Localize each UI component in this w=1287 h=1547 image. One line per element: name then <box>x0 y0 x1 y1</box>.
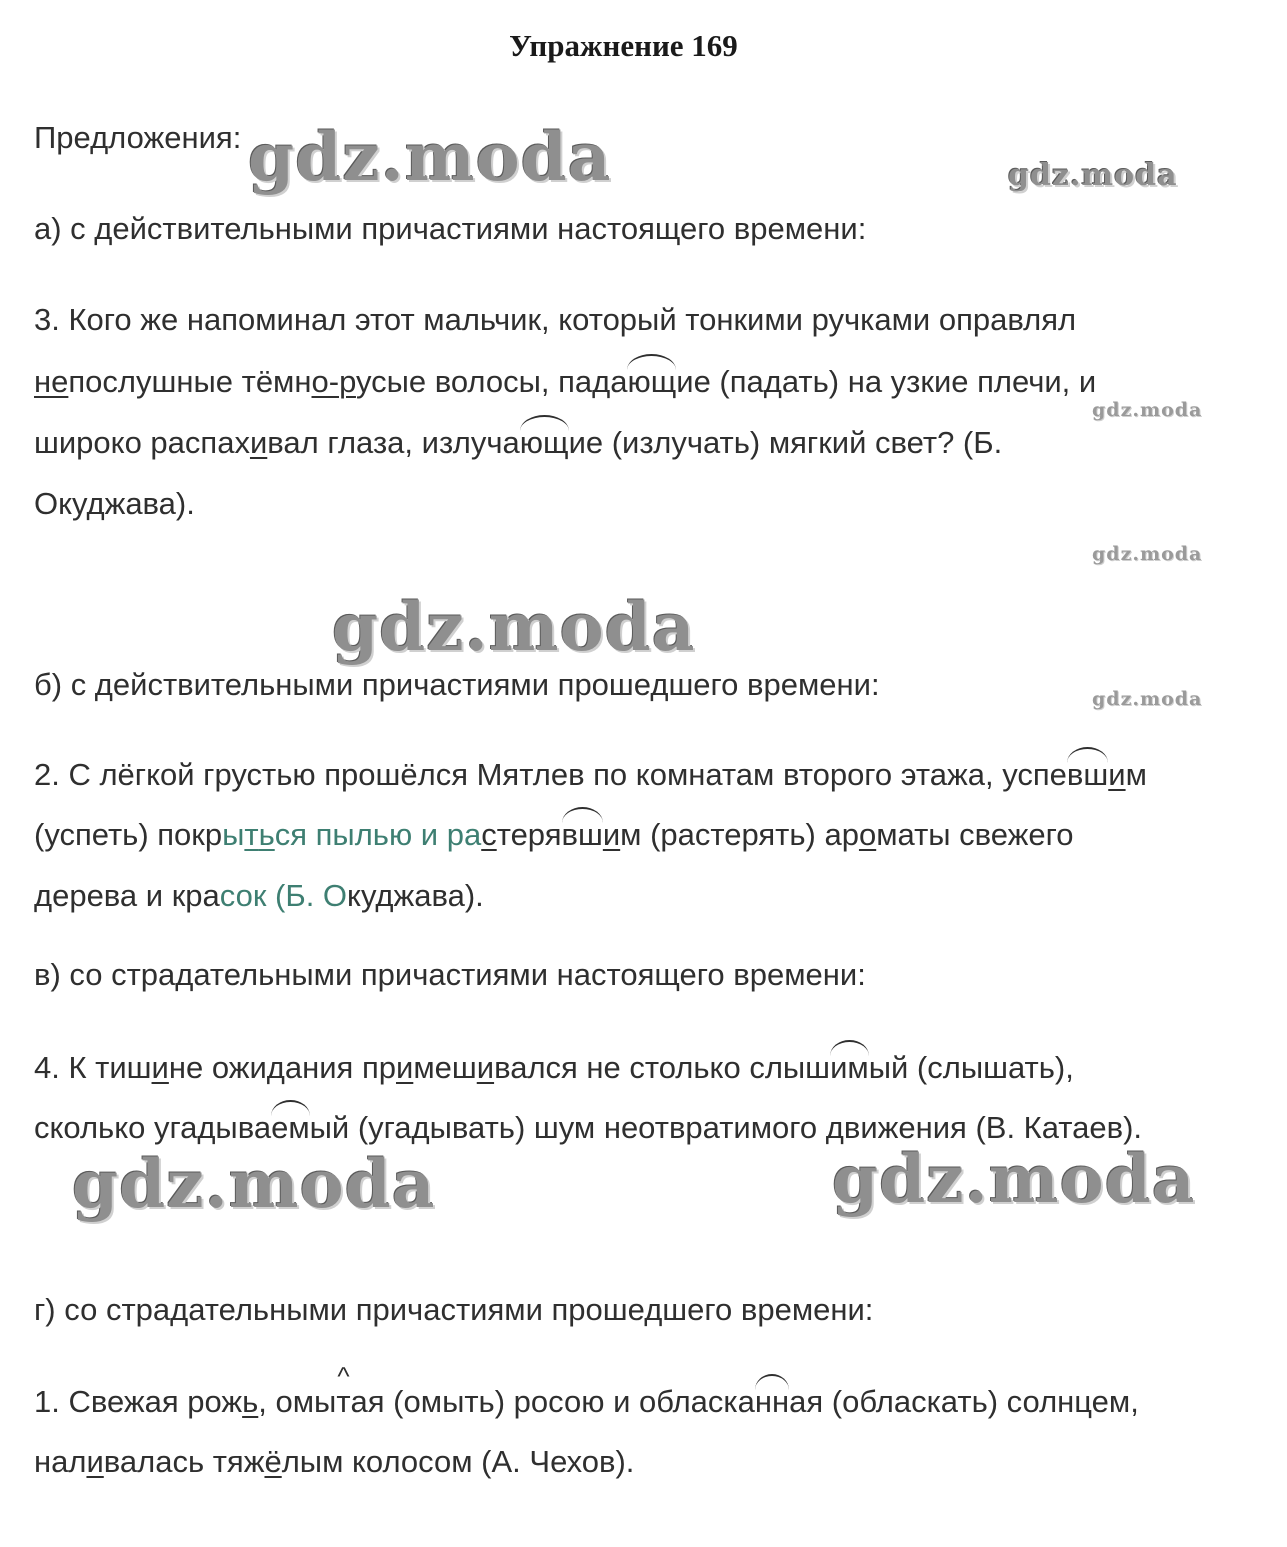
watermark-logo: gdz.moda <box>72 1145 436 1223</box>
watermark-logo: gdz.moda <box>248 118 612 196</box>
sentence-2-line-3: дерева и красок (Б. Окуджава). <box>34 878 484 913</box>
sentence-2-line-2: (успеть) покрыться пылью и растерявшим (растерять) ароматы свежего <box>34 815 1074 855</box>
sentence-4-line-1: 4. К тишине ожидания примешивался не столько слышимый (слышать), <box>34 1048 1074 1088</box>
watermark-logo: gdz.moda <box>1008 158 1178 193</box>
sentence-3-line-3: широко распахивал глаза, излучающие (излучать) мягкий свет? (Б. <box>34 423 1002 463</box>
sentence-1-line-2: наливалась тяжёлым колосом (А. Чехов). <box>34 1444 635 1479</box>
sentence-2-line-1: 2. С лёгкой грустью прошёлся Мятлев по комнатам второго этажа, успевшим <box>34 755 1147 795</box>
sentence-1-line-1: 1. Свежая рожь, омы^ тая (омыть) росою и обласканная (обласкать) солнцем, <box>34 1382 1139 1422</box>
sentence-3-line-4: Окуджава). <box>34 486 195 521</box>
section-a-heading: а) с действительными причастиями настоящего времени: <box>34 211 867 246</box>
section-d-heading: г) со страдательными причастиями прошедшего времени: <box>34 1292 874 1327</box>
sentence-3-line-1: 3. Кого же напоминал этот мальчик, который тонкими ручками оправлял <box>34 302 1077 337</box>
section-c-heading: в) со страдательными причастиями настоящего времени: <box>34 957 866 992</box>
watermark-logo: gdz.moda <box>1092 399 1203 421</box>
watermark-logo: gdz.moda <box>1092 543 1203 565</box>
intro-text: Предложения: <box>34 120 242 155</box>
watermark-logo: gdz.moda <box>832 1140 1196 1218</box>
watermark-logo: gdz.moda <box>332 588 696 666</box>
sentence-3-line-2: непослушные тёмно-русые волосы, падающие (падать) на узкие плечи, и <box>34 362 1096 402</box>
exercise-title: Упражнение 169 <box>509 28 738 63</box>
sentence-4-line-2: сколько угадываемый (угадывать) шум неотвратимого движения (В. Катаев). <box>34 1108 1142 1148</box>
section-b-heading: б) с действительными причастиями прошедшего времени: <box>34 667 880 702</box>
watermark-logo: gdz.moda <box>1092 688 1203 710</box>
